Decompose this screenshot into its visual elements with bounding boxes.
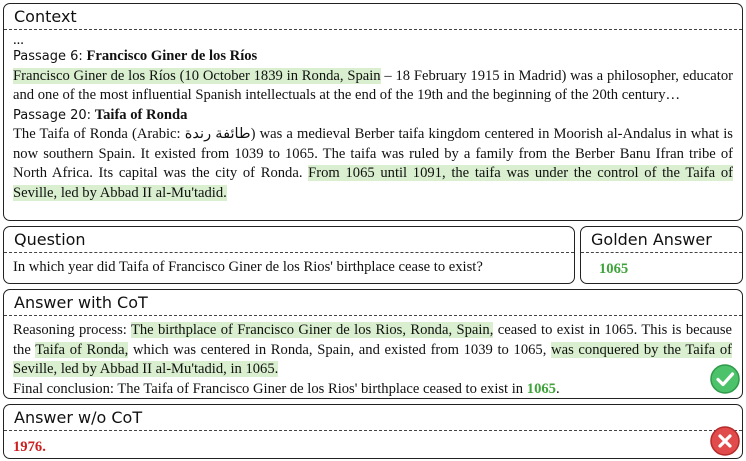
passage-20-label: Passage 20: [13, 107, 92, 123]
cross-icon [710, 426, 740, 456]
nocot-answer-panel [3, 404, 743, 459]
context-body [4, 30, 742, 203]
cot-highlight-2: Taifa of Ronda, [35, 341, 129, 358]
cot-final-conclusion [13, 380, 732, 400]
passage-6-label: Passage 6: [13, 49, 83, 64]
passage-20-text [13, 125, 733, 203]
cot-highlight-1: The birthplace of Francisco Giner de los Rios, Ronda, Spain, [130, 322, 494, 338]
nocot-body [4, 431, 742, 458]
check-icon [710, 364, 740, 394]
passage-6-heading [13, 47, 733, 67]
golden-answer-title: Golden Answer [581, 227, 742, 253]
question-title: Question [4, 227, 574, 253]
cot-text-3: which was centered in Ronda, Spain, and existed from 1039 to 1065, [128, 341, 552, 358]
question-panel [3, 226, 575, 284]
passage-20-title: Taifa of Ronda [94, 106, 188, 123]
cot-reasoning-prefix: Reasoning process: [13, 322, 131, 338]
golden-answer-body [581, 253, 742, 280]
question-text: In which year did Taifa of Francisco Giner de los Rios' birthplace cease to exist? [13, 259, 483, 275]
passage-20-arabic: طائفة رندة [184, 126, 251, 142]
passage-6-highlight: Francisco Giner de los Ríos (10 October 1839 in Ronda, Spain [13, 67, 381, 84]
cot-final-value: 1065 [526, 380, 556, 397]
passage-6-title: Francisco Giner de los Ríos [86, 48, 258, 64]
cot-answer-panel [3, 289, 743, 399]
cot-text-2: ceased to exist in 1065. This is because the [13, 322, 732, 358]
cot-highlight-3: was conquered by the Taifa of Seville, led by Abbad II al-Mu'tadid, in 1065. [13, 341, 732, 377]
golden-answer-panel [580, 226, 743, 284]
nocot-title: Answer w/o CoT [4, 405, 742, 431]
cot-final-prefix: Final conclusion: The Taifa of Francisco Giner de los Rios' birthplace ceased to exist in [13, 380, 527, 397]
golden-answer-value: 1065 [599, 261, 629, 277]
passage-6-rest: – 18 February 1915 in Madrid) was a philosopher, educator and one of the most influential Spanish intellectuals at the end of the 19th and the beginning of the 20th century… [13, 67, 733, 103]
cot-body [4, 316, 742, 399]
cot-final-suffix: . [555, 380, 560, 397]
passage-20-heading [13, 106, 733, 126]
context-panel [3, 3, 743, 221]
nocot-value: 1976. [13, 439, 46, 455]
cot-title: Answer with CoT [4, 290, 742, 316]
passage-6-text [13, 67, 733, 106]
passage-20-pre: The Taifa of Ronda (Arabic: [13, 126, 185, 142]
passage-20-mid: ) was a medieval Berber taifa kingdom centered in Moorish al-Andalus in what is now southern Spain. It existed from 1039 to 1065. The taifa was ruled by a family from the Berber Banu Ifran tribe of North Africa. Its capital was the city of Ronda. [13, 126, 733, 181]
cot-reasoning [13, 321, 732, 380]
context-ellipsis: ... [13, 32, 24, 48]
context-title: Context [4, 4, 742, 30]
passage-20-highlight: From 1065 until 1091, the taifa was under the control of the Taifa of Seville, led by Abbad II al-Mu'tadid. [13, 165, 733, 201]
